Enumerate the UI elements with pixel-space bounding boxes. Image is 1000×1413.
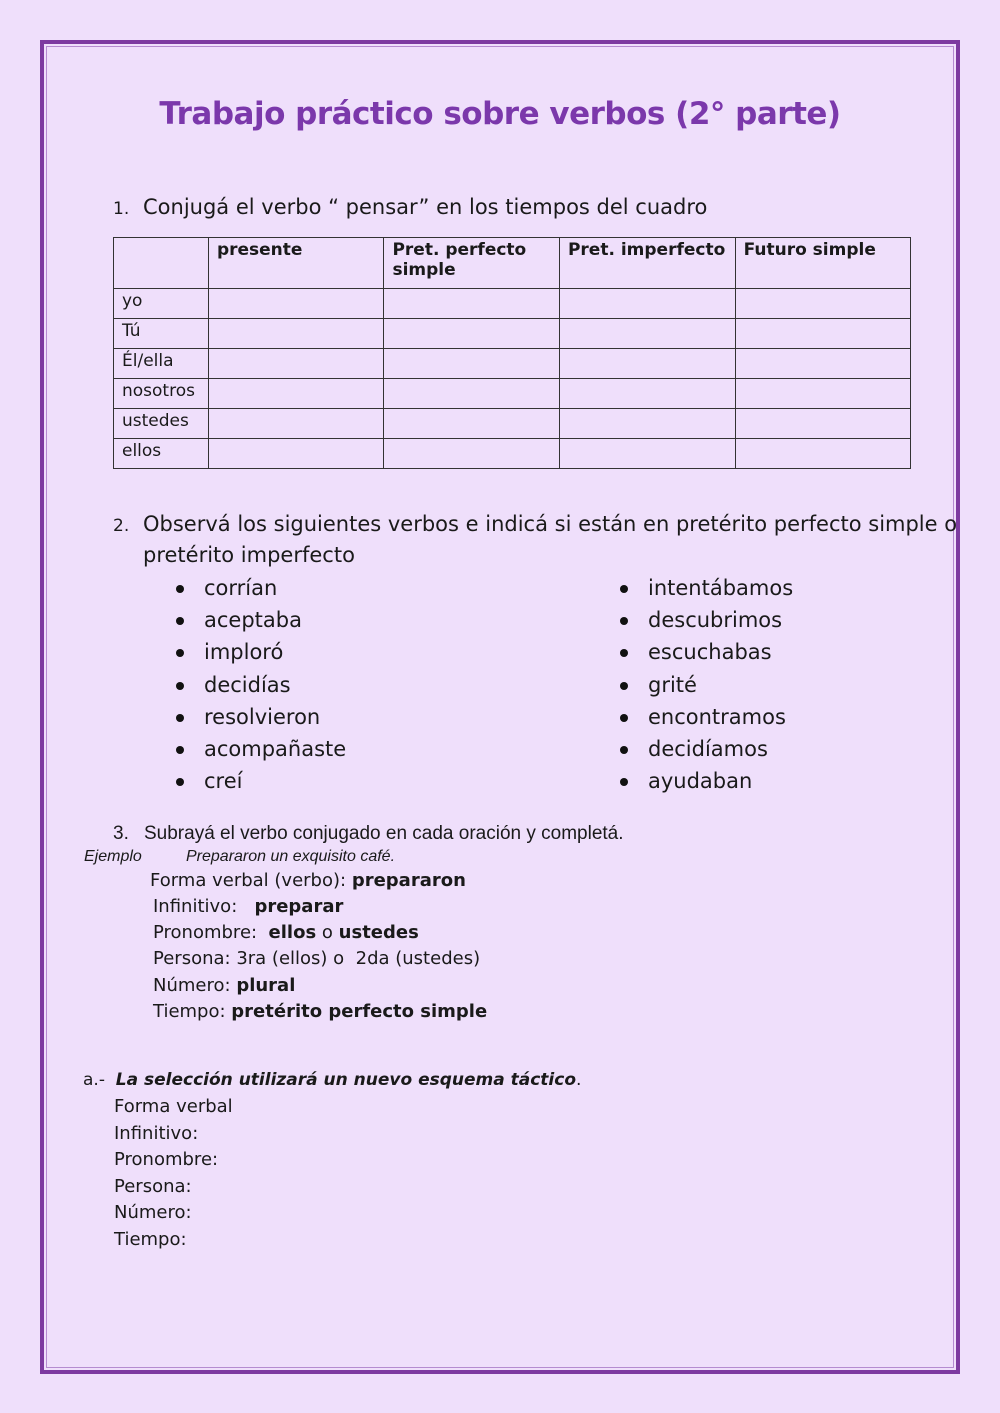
exercise-label: a.- bbox=[83, 1070, 105, 1090]
list-item: descubrimos bbox=[618, 604, 793, 636]
answer-cell[interactable] bbox=[384, 349, 559, 379]
answer-cell[interactable] bbox=[735, 379, 910, 409]
answer-cell[interactable] bbox=[559, 439, 735, 469]
answer-numero[interactable]: Número: bbox=[114, 1202, 192, 1223]
table-header-row bbox=[114, 238, 911, 289]
answer-cell[interactable] bbox=[384, 289, 559, 319]
example-tiempo bbox=[153, 1001, 487, 1022]
answer-cell[interactable] bbox=[735, 349, 910, 379]
list-item: ayudaban bbox=[618, 765, 793, 797]
answer-cell[interactable] bbox=[735, 289, 910, 319]
answer-cell[interactable] bbox=[208, 349, 384, 379]
field-value: pretérito perfecto simple bbox=[231, 1001, 488, 1022]
answer-cell[interactable] bbox=[735, 319, 910, 349]
answer-cell[interactable] bbox=[208, 319, 384, 349]
answer-cell[interactable] bbox=[559, 379, 735, 409]
answer-cell[interactable] bbox=[559, 289, 735, 319]
field-value: ellos bbox=[268, 922, 317, 943]
example-forma-verbal bbox=[150, 870, 466, 891]
answer-cell[interactable] bbox=[559, 319, 735, 349]
table-row bbox=[114, 319, 911, 349]
list-item: corrían bbox=[174, 572, 346, 604]
pronoun-cell: Él/ella bbox=[114, 349, 209, 379]
table-row bbox=[114, 289, 911, 319]
answer-infinitivo[interactable]: Infinitivo: bbox=[114, 1123, 199, 1144]
answer-cell[interactable] bbox=[384, 439, 559, 469]
answer-cell[interactable] bbox=[559, 349, 735, 379]
exercise-period: . bbox=[576, 1070, 582, 1090]
example-label: Ejemplo bbox=[84, 848, 142, 865]
table-row bbox=[114, 409, 911, 439]
pronoun-cell: yo bbox=[114, 289, 209, 319]
list-item: intentábamos bbox=[618, 572, 793, 604]
page-title: Trabajo práctico sobre verbos (2° parte) bbox=[159, 96, 841, 132]
field-label: Número: bbox=[153, 975, 231, 996]
question-text-line1: Observá los siguientes verbos e indicá si están en pretérito perfecto simple o bbox=[143, 512, 958, 536]
answer-cell[interactable] bbox=[559, 409, 735, 439]
pronoun-cell: nosotros bbox=[114, 379, 209, 409]
answer-persona[interactable]: Persona: bbox=[114, 1176, 192, 1197]
list-item: grité bbox=[618, 669, 793, 701]
field-value: preparar bbox=[254, 896, 344, 917]
example-infinitivo bbox=[153, 896, 343, 917]
example-persona bbox=[153, 948, 480, 969]
list-item: acompañaste bbox=[174, 733, 346, 765]
table-header-cell: presente bbox=[208, 238, 384, 289]
table-row bbox=[114, 349, 911, 379]
pronoun-cell: ellos bbox=[114, 439, 209, 469]
verb-list-left bbox=[174, 572, 346, 797]
pronoun-cell: ustedes bbox=[114, 409, 209, 439]
field-value: 3ra (ellos) o 2da (ustedes) bbox=[236, 948, 481, 969]
conjugation-table bbox=[113, 237, 911, 469]
field-label: Pronombre: bbox=[153, 922, 258, 943]
question-number: 2. bbox=[113, 516, 130, 536]
question-1 bbox=[113, 195, 707, 219]
table-header-cell: Futuro simple bbox=[735, 238, 910, 289]
example-sentence: Prepararon un exquisito café. bbox=[186, 848, 396, 865]
answer-tiempo[interactable]: Tiempo: bbox=[114, 1229, 187, 1250]
list-item: decidías bbox=[174, 669, 346, 701]
list-item: resolvieron bbox=[174, 701, 346, 733]
field-connector: o bbox=[321, 922, 333, 943]
table-header-cell: Pret. imperfecto bbox=[559, 238, 735, 289]
exercise-a bbox=[83, 1070, 581, 1090]
table-row bbox=[114, 379, 911, 409]
answer-cell[interactable] bbox=[208, 439, 384, 469]
question-number: 1. bbox=[113, 199, 130, 219]
field-label: Persona: bbox=[153, 948, 231, 969]
example-pronombre bbox=[153, 922, 419, 943]
example-numero bbox=[153, 975, 295, 996]
question-2 bbox=[113, 512, 957, 536]
verb-list-right bbox=[618, 572, 793, 797]
field-value: ustedes bbox=[338, 922, 419, 943]
answer-forma-verbal[interactable]: Forma verbal bbox=[114, 1096, 233, 1117]
answer-cell[interactable] bbox=[735, 409, 910, 439]
exercise-sentence: La selección utilizará un nuevo esquema táctico bbox=[115, 1070, 577, 1090]
answer-cell[interactable] bbox=[208, 289, 384, 319]
pronoun-cell: Tú bbox=[114, 319, 209, 349]
list-item: aceptaba bbox=[174, 604, 346, 636]
table-row bbox=[114, 439, 911, 469]
list-item: creí bbox=[174, 765, 346, 797]
answer-pronombre[interactable]: Pronombre: bbox=[114, 1149, 219, 1170]
table-header-cell: Pret. perfecto simple bbox=[384, 238, 559, 289]
field-label: Tiempo: bbox=[153, 1001, 226, 1022]
list-item: decidíamos bbox=[618, 733, 793, 765]
question-text-line2: pretérito imperfecto bbox=[143, 543, 355, 567]
table-header-cell bbox=[114, 238, 209, 289]
answer-cell[interactable] bbox=[208, 409, 384, 439]
answer-cell[interactable] bbox=[208, 379, 384, 409]
field-value: plural bbox=[236, 975, 296, 996]
question-text: Subrayá el verbo conjugado en cada oración y completá. bbox=[144, 823, 624, 844]
list-item: escuchabas bbox=[618, 636, 793, 668]
answer-cell[interactable] bbox=[384, 319, 559, 349]
field-value: prepararon bbox=[351, 870, 466, 891]
answer-cell[interactable] bbox=[384, 409, 559, 439]
list-item: imploró bbox=[174, 636, 346, 668]
question-number: 3. bbox=[113, 823, 129, 844]
question-text: Conjugá el verbo “ pensar” en los tiempos del cuadro bbox=[143, 195, 708, 219]
answer-cell[interactable] bbox=[735, 439, 910, 469]
field-label: Forma verbal (verbo): bbox=[150, 870, 347, 891]
answer-cell[interactable] bbox=[384, 379, 559, 409]
list-item: encontramos bbox=[618, 701, 793, 733]
question-3 bbox=[113, 823, 624, 845]
field-label: Infinitivo: bbox=[153, 896, 238, 917]
